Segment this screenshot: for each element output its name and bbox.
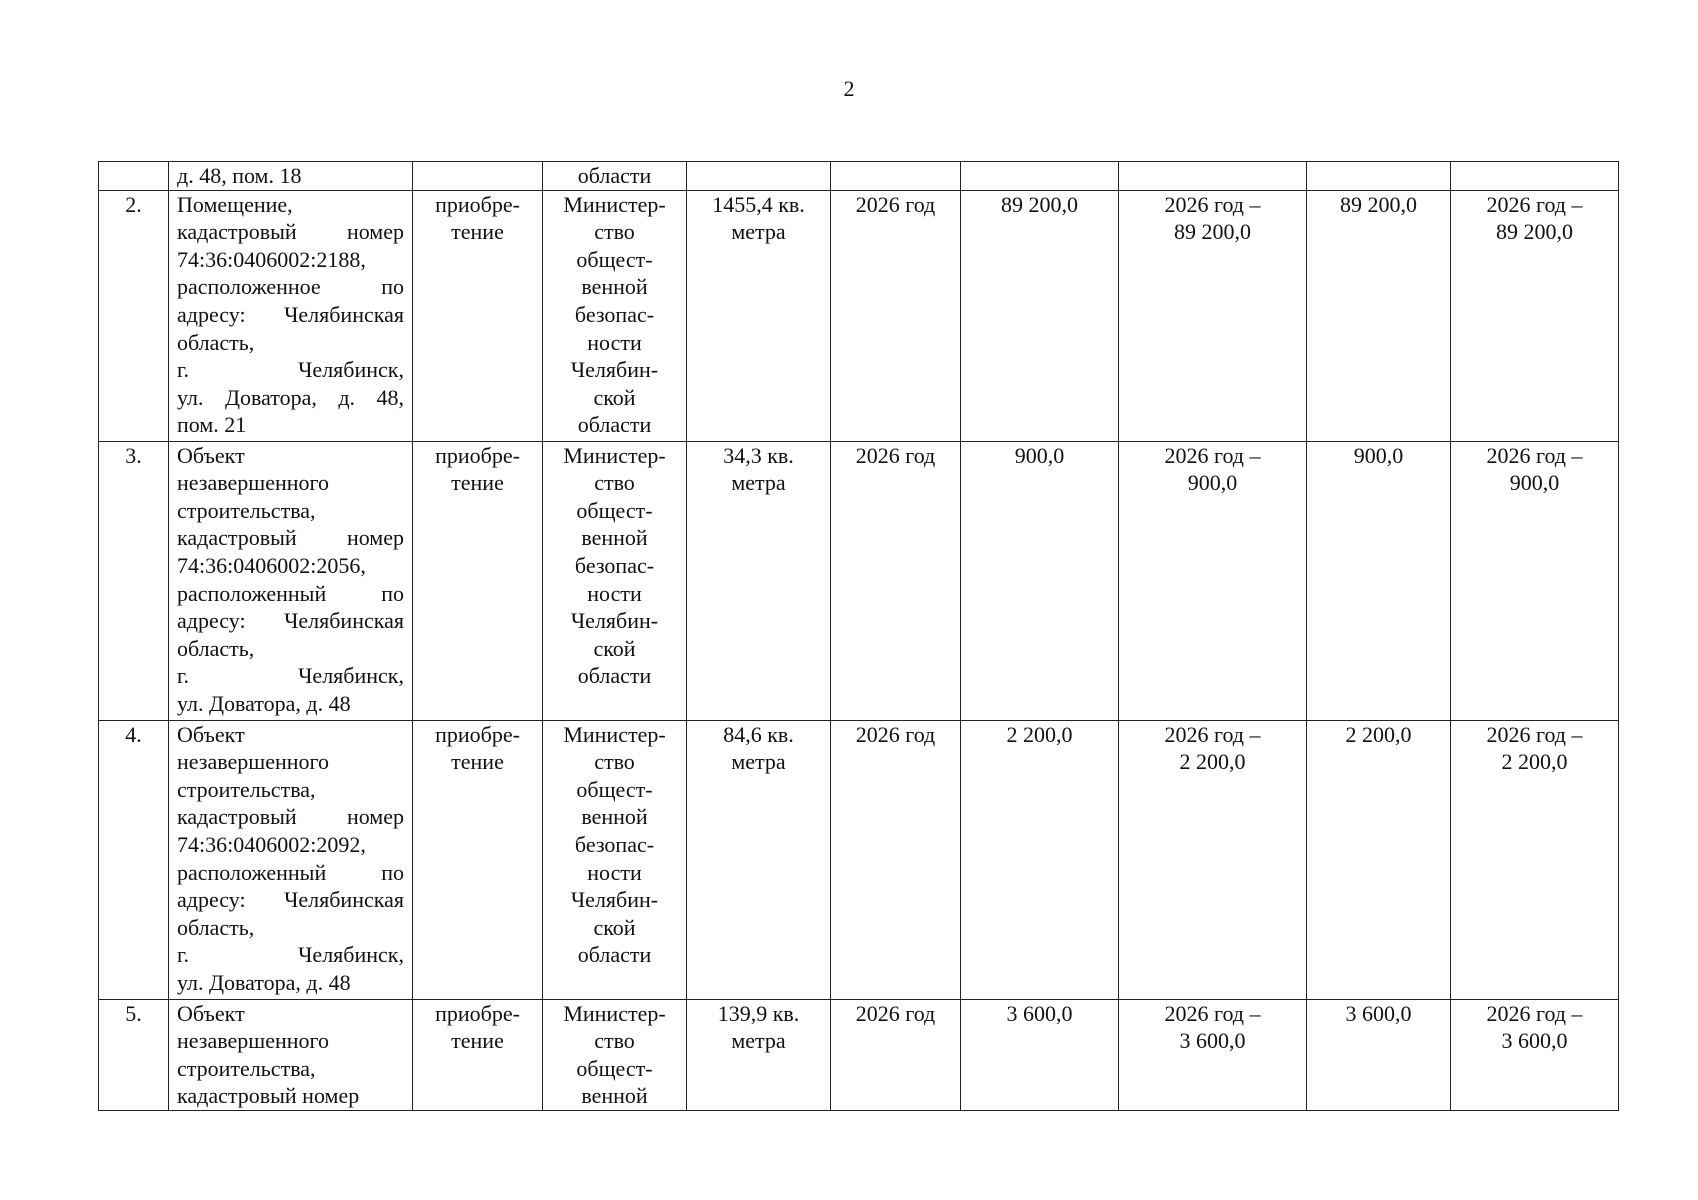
organization-line: общест- [576,497,653,523]
cost-value: 3 600,0 [1006,1000,1073,1026]
organization-line: общест- [576,246,653,272]
description-line: г. Челябинск, [177,942,404,968]
description-line: область, [177,635,255,661]
amount-value: 3 600,0 [1345,1000,1412,1026]
description-line: г. Челябинск, [177,357,404,383]
description-line: д. 48, пом. 18 [177,163,302,188]
organization-line: ности [587,580,642,606]
object-description-cell [169,441,413,720]
year-cell [831,190,961,441]
object-description-cell [169,720,413,999]
schedule2-cell [1451,190,1619,441]
description-line: 74:36:0406002:2092, [177,831,366,857]
schedule-line: 89 200,0 [1174,219,1251,245]
organization-line: ство [594,749,635,775]
table-row [99,190,1619,441]
area-cell [687,190,831,441]
cost-value: 2 200,0 [1006,721,1073,747]
area-line: 34,3 кв. [723,442,794,468]
organization-line: области [577,163,652,188]
page-number: 2 [843,76,855,101]
area-line: метра [731,470,786,496]
acquisition-type-cell [413,190,543,441]
organization-line: ство [594,219,635,245]
area-cell [687,162,831,191]
schedule-line: 3 600,0 [1179,1028,1246,1054]
description-line: незавершенного [177,749,330,775]
area-line: метра [731,749,786,775]
organization-line: безопас- [574,301,655,327]
acquisition-type-line: приобре- [435,721,520,747]
acquisition-type-cell [413,720,543,999]
year-value: 2026 год [855,442,936,468]
year-cell [831,162,961,191]
schedule-line: 2026 год – [1164,191,1261,217]
schedule2-line: 2026 год – [1486,721,1583,747]
organization-line: безопас- [574,552,655,578]
area-line: 1455,4 кв. [712,191,805,217]
description-line: кадастровый номер [177,1083,360,1109]
row-number-cell [99,441,169,720]
schedule2-cell [1451,720,1619,999]
schedule2-line: 2026 год – [1486,1000,1583,1026]
object-description-cell [169,999,413,1110]
description-line: строительства, [177,776,316,802]
schedule2-line: 2026 год – [1486,191,1583,217]
description-line: адресу: Челябинская [177,301,404,327]
organization-line: общест- [576,1055,653,1081]
amount-cell [1307,999,1451,1110]
schedule-line: 2026 год – [1164,442,1261,468]
year-value: 2026 год [855,721,936,747]
organization-line: ской [593,914,636,940]
cost-cell [961,999,1119,1110]
object-description-cell [169,162,413,191]
schedule-cell [1119,999,1307,1110]
amount-value: 89 200,0 [1340,191,1417,217]
row-number: 5. [125,1000,142,1026]
description-line: расположенный по [177,580,404,606]
schedule2-line: 3 600,0 [1501,1028,1568,1054]
description-line: строительства, [177,497,316,523]
object-description-cell [169,190,413,441]
acquisition-type-line: приобре- [435,191,520,217]
organization-line: Министер- [563,442,666,468]
description-line: область, [177,914,255,940]
description-line: незавершенного [177,1028,330,1054]
description-line: г. Челябинск, [177,663,404,689]
description-line: Объект [177,1000,245,1026]
year-cell [831,999,961,1110]
organization-line: Министер- [563,191,666,217]
description-line: адресу: Челябинская [177,608,404,634]
area-cell [687,720,831,999]
schedule-line: 2 200,0 [1179,749,1246,775]
area-cell [687,999,831,1110]
year-value: 2026 год [855,1000,936,1026]
amount-value: 900,0 [1353,442,1404,468]
amount-cell [1307,190,1451,441]
organization-line: Челябин- [570,357,659,383]
description-line: строительства, [177,1055,316,1081]
schedule2-line: 2026 год – [1486,442,1583,468]
organization-line: ство [594,470,635,496]
description-line: область, [177,329,255,355]
description-line: ул. Доватора, д. 48 [177,969,351,995]
cost-cell [961,720,1119,999]
schedule-line: 900,0 [1187,470,1238,496]
organization-line: области [577,942,652,968]
organization-line: области [577,663,652,689]
acquisition-type-line: тение [451,749,504,775]
organization-line: венной [581,274,648,300]
row-number-cell [99,190,169,441]
organization-line: ности [587,859,642,885]
description-line: ул. Доватора, д. 48 [177,690,351,716]
organization-cell [543,162,687,191]
organization-line: ство [594,1028,635,1054]
organization-line: общест- [576,776,653,802]
table-row [99,441,1619,720]
acquisition-type-line: тение [451,1028,504,1054]
organization-line: области [577,412,652,438]
schedule-cell [1119,720,1307,999]
organization-line: Челябин- [570,887,659,913]
organization-line: Челябин- [570,608,659,634]
description-line: расположенный по [177,859,404,885]
property-table [98,161,1619,1111]
area-cell [687,441,831,720]
table-row [99,999,1619,1110]
year-value: 2026 год [855,191,936,217]
year-cell [831,441,961,720]
table-row [99,720,1619,999]
row-number-cell [99,999,169,1110]
acquisition-type-cell [413,441,543,720]
description-line: Помещение, [177,191,293,217]
description-line: ул. Доватора, д. 48, [177,384,404,410]
amount-cell [1307,441,1451,720]
organization-cell [543,720,687,999]
schedule2-cell [1451,162,1619,191]
amount-cell [1307,720,1451,999]
area-line: метра [731,1028,786,1054]
acquisition-type-line: приобре- [435,1000,520,1026]
table-row [99,162,1619,191]
organization-line: венной [581,525,648,551]
organization-cell [543,999,687,1110]
description-line: расположенное по [177,274,404,300]
cost-cell [961,162,1119,191]
description-line: Объект [177,721,245,747]
row-number: 3. [125,442,142,468]
acquisition-type-line: тение [451,470,504,496]
description-line: Объект [177,442,245,468]
organization-line: венной [581,1083,648,1109]
acquisition-type-cell [413,162,543,191]
organization-line: венной [581,804,648,830]
year-cell [831,720,961,999]
row-number: 2. [125,191,142,217]
organization-line: Министер- [563,721,666,747]
organization-line: ности [587,329,642,355]
schedule-cell [1119,190,1307,441]
acquisition-type-line: тение [451,219,504,245]
area-line: 84,6 кв. [723,721,794,747]
schedule-cell [1119,441,1307,720]
row-number-cell [99,720,169,999]
organization-line: Министер- [563,1000,666,1026]
schedule-cell [1119,162,1307,191]
organization-cell [543,190,687,441]
description-line: 74:36:0406002:2188, [177,246,366,272]
schedule2-cell [1451,999,1619,1110]
schedule2-line: 900,0 [1509,470,1560,496]
row-number: 4. [125,721,142,747]
row-number-cell [99,162,169,191]
description-line: кадастровый номер [177,219,404,245]
schedule-line: 2026 год – [1164,721,1261,747]
description-line: адресу: Челябинская [177,887,404,913]
schedule2-line: 89 200,0 [1496,219,1573,245]
schedule-line: 2026 год – [1164,1000,1261,1026]
area-line: метра [731,219,786,245]
cost-cell [961,441,1119,720]
schedule2-line: 2 200,0 [1501,749,1568,775]
area-line: 139,9 кв. [717,1000,800,1026]
description-line: кадастровый номер [177,525,404,551]
acquisition-type-cell [413,999,543,1110]
amount-cell [1307,162,1451,191]
schedule2-cell [1451,441,1619,720]
organization-line: ской [593,635,636,661]
organization-line: ской [593,384,636,410]
description-line: пом. 21 [177,412,247,438]
description-line: 74:36:0406002:2056, [177,552,366,578]
cost-value: 900,0 [1014,442,1065,468]
acquisition-type-line: приобре- [435,442,520,468]
cost-value: 89 200,0 [1001,191,1078,217]
organization-cell [543,441,687,720]
organization-line: безопас- [574,831,655,857]
cost-cell [961,190,1119,441]
description-line: незавершенного [177,470,330,496]
description-line: кадастровый номер [177,804,404,830]
amount-value: 2 200,0 [1345,721,1412,747]
